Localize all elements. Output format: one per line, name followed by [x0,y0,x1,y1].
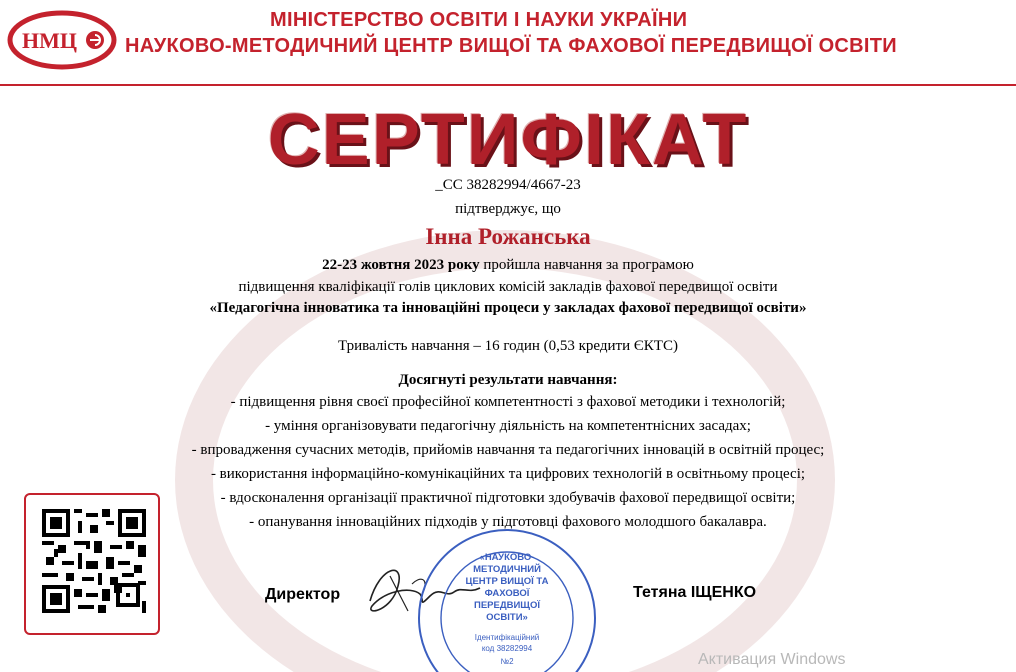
stamp-id-code: код 38282994 [481,644,533,653]
duration-text: Тривалість навчання – 16 годин (0,53 кредити ЄКТС) [338,338,678,354]
stamp-id-label: Ідентифікаційний [474,633,540,642]
result-item: - впровадження сучасних методів, прийомів навчання та педагогічних інновацій в освітній процес; [191,442,825,458]
result-item: - використання інформаційно-комунікаційних та цифрових технологій в освітньому процесі; [210,466,806,482]
stamp-line: МЕТОДИЧНИЙ [473,564,541,575]
program-title: «Педагогічна інноватика та інноваційні процеси у закладах фахової передвищої освіти» [209,300,807,316]
recipient-name: Інна Рожанська [425,224,591,249]
completed-text: пройшла навчання за програмою [479,257,694,273]
program-intro: підвищення кваліфікації голів циклових комісій закладів фахової передвищої освіти [238,279,778,295]
results-heading: Досягнуті результати навчання: [398,372,618,388]
result-item: - вдосконалення організації практичної підготовки здобувачів фахової передвищої освіти; [220,490,796,506]
completion-line [0,257,1016,274]
nmc-logo-icon [6,8,118,72]
os-activation-watermark: Активация Windows [698,651,846,668]
director-name: Тетяна ІЩЕНКО [633,584,757,601]
official-stamp [412,520,602,672]
stamp-line: ФАХОВОЇ [484,588,530,599]
ministry-title: МІНІСТЕРСТВО ОСВІТИ І НАУКИ УКРАЇНИ [270,9,688,31]
stamp-number: №2 [500,657,514,666]
result-item: - підвищення рівня своєї професійної компетентності з фахової методики і технологій; [230,394,786,410]
svg-text:НМЦ: НМЦ [22,28,77,53]
director-label: Директор [265,586,341,603]
confirms-text: підтверджує, що [455,201,561,217]
stamp-line: ЦЕНТР ВИЩОЇ ТА [465,576,549,587]
stamp-line: ОСВІТИ» [486,612,528,623]
result-item: - уміння організовувати педагогічну діяльність на компетентнісних засадах; [265,418,751,434]
header-divider [0,84,1016,86]
stamp-line: ПЕРЕДВИЩОЇ [474,600,540,611]
result-item: - опанування інноваційних підходів у підготовці фахового молодшого бакалавра. [249,514,767,530]
qr-code-icon [42,509,146,613]
certificate-title: СЕРТИФІКАТ [267,100,749,180]
certificate-number: _СС 38282994/4667-23 [435,177,581,193]
training-dates: 22-23 жовтня 2023 року [322,257,480,273]
stamp-line: «НАУКОВО- [479,552,535,563]
center-title: НАУКОВО-МЕТОДИЧНИЙ ЦЕНТР ВИЩОЇ ТА ФАХОВОЇ ПЕРЕДВИЩОЇ ОСВІТИ [125,35,897,57]
